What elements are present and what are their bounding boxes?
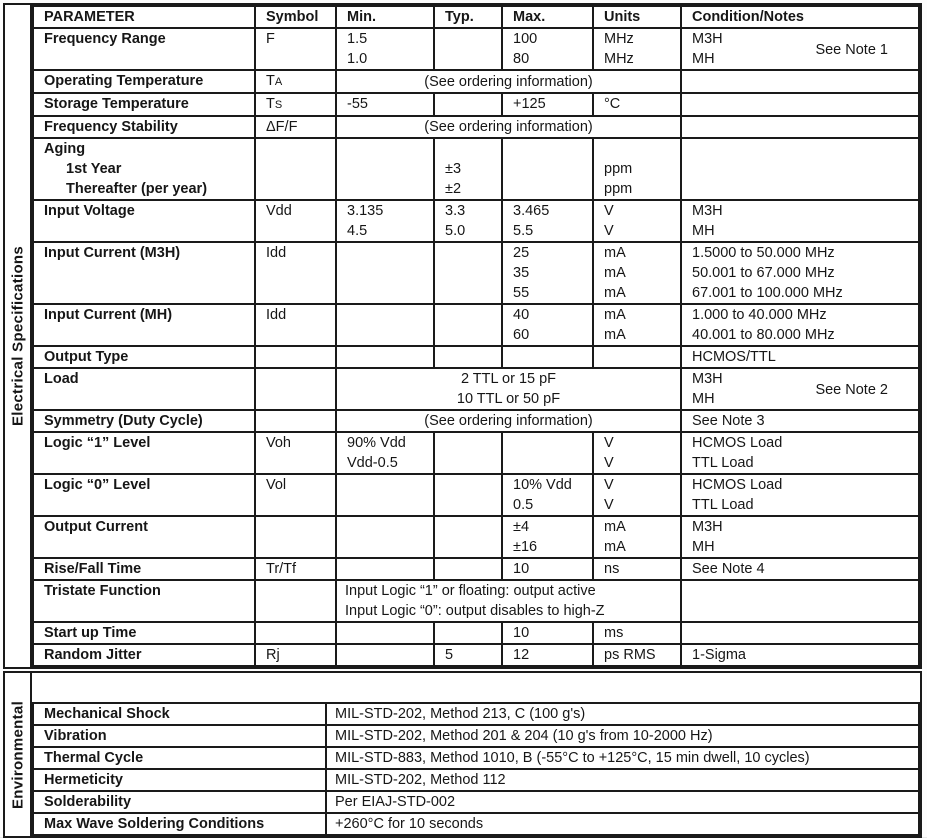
header-row xyxy=(33,6,919,28)
condition-cell xyxy=(681,138,919,200)
param-mechanical-shock: Mechanical Shock xyxy=(33,703,326,725)
value-line: 40 xyxy=(513,307,530,323)
param-thermal-cycle: Thermal Cycle xyxy=(33,747,326,769)
environmental-spacer xyxy=(32,673,920,702)
param-max-wave-soldering: Max Wave Soldering Conditions xyxy=(33,813,326,835)
max-cell: 10 xyxy=(502,558,593,580)
typ-cell xyxy=(434,346,502,368)
units-cell xyxy=(593,138,681,200)
param-input-current-mh: Input Current (MH) xyxy=(33,304,255,346)
value-line: 50.001 to 67.000 MHz xyxy=(692,265,835,281)
row-input-voltage xyxy=(33,200,919,242)
value-line: mA xyxy=(604,245,626,261)
merged-see-ordering: (See ordering information) xyxy=(336,116,681,138)
units-cell xyxy=(593,200,681,242)
units-cell xyxy=(593,516,681,558)
environmental-section xyxy=(3,671,922,838)
symbol-cell: Idd xyxy=(255,304,336,346)
value-hermeticity: MIL-STD-202, Method 112 xyxy=(326,769,919,791)
value-line: ±4 xyxy=(513,519,530,535)
value-line: HCMOS Load xyxy=(692,435,783,451)
max-cell: 12 xyxy=(502,644,593,666)
row-output-current xyxy=(33,516,919,558)
value-line: M3H xyxy=(692,203,723,219)
min-cell xyxy=(336,346,434,368)
value-line: 4.5 xyxy=(347,223,368,239)
param-input-current-m3h: Input Current (M3H) xyxy=(33,242,255,304)
max-cell xyxy=(502,304,593,346)
symbol-cell: Tr/Tf xyxy=(255,558,336,580)
symbol-subscript: A xyxy=(274,76,283,88)
value-line: Aging xyxy=(44,141,86,157)
value-line: 3.3 xyxy=(445,203,466,219)
row-aging xyxy=(33,138,919,200)
value-line: MH xyxy=(692,391,715,407)
value-line: mA xyxy=(604,265,626,281)
param-vibration: Vibration xyxy=(33,725,326,747)
value-line: mA xyxy=(604,285,626,301)
symbol-cell: Vol xyxy=(255,474,336,516)
param-hermeticity: Hermeticity xyxy=(33,769,326,791)
environmental-section-strip xyxy=(5,673,32,836)
condition-cell: See Note 4 xyxy=(681,558,919,580)
value-line: V xyxy=(604,203,614,219)
value-line: MH xyxy=(692,51,715,67)
value-line: mA xyxy=(604,539,626,555)
condition-cell: See Note 3 xyxy=(681,410,919,432)
condition-cell xyxy=(681,70,919,93)
value-line: 1.5000 to 50.000 MHz xyxy=(692,245,835,261)
value-line: 10% Vdd xyxy=(513,477,572,493)
max-cell xyxy=(502,242,593,304)
value-line: 55 xyxy=(513,285,530,301)
min-cell xyxy=(336,304,434,346)
row-solderability xyxy=(33,791,919,813)
value-line: TTL Load xyxy=(692,455,754,471)
value-line: M3H xyxy=(692,519,723,535)
condition-cell xyxy=(681,28,919,70)
condition-cell xyxy=(681,242,919,304)
units-cell xyxy=(593,242,681,304)
units-cell xyxy=(593,346,681,368)
units-cell xyxy=(593,304,681,346)
value-thermal-cycle: MIL-STD-883, Method 1010, B (-55°C to +125°C, 15 min dwell, 10 cycles) xyxy=(326,747,919,769)
param-logic-1-level: Logic “1” Level xyxy=(33,432,255,474)
row-storage-temperature xyxy=(33,93,919,116)
param-startup-time: Start up Time xyxy=(33,622,255,644)
typ-cell xyxy=(434,200,502,242)
max-cell xyxy=(502,432,593,474)
row-mechanical-shock xyxy=(33,703,919,725)
param-symmetry: Symmetry (Duty Cycle) xyxy=(33,410,255,432)
symbol-cell: Idd xyxy=(255,242,336,304)
value-line: M3H xyxy=(692,371,723,387)
col-header-units: Units xyxy=(593,6,681,28)
environmental-table xyxy=(32,702,920,836)
typ-cell xyxy=(434,622,502,644)
value-line: mA xyxy=(604,519,626,535)
electrical-section-label: Electrical Specifications xyxy=(9,245,26,427)
param-load: Load xyxy=(33,368,255,410)
value-line: V xyxy=(604,455,614,471)
value-line: Thereafter (per year) xyxy=(66,181,208,197)
param-tristate-function: Tristate Function xyxy=(33,580,255,622)
condition-cell xyxy=(681,93,919,116)
units-cell xyxy=(593,432,681,474)
symbol-cell: Vdd xyxy=(255,200,336,242)
condition-cell xyxy=(681,432,919,474)
max-cell xyxy=(502,346,593,368)
param-random-jitter: Random Jitter xyxy=(33,644,255,666)
param-aging xyxy=(33,138,255,200)
symbol-cell xyxy=(255,580,336,622)
value-line: V xyxy=(604,477,614,493)
units-cell xyxy=(593,28,681,70)
typ-cell xyxy=(434,242,502,304)
value-line: 40.001 to 80.000 MHz xyxy=(692,327,835,343)
value-line: 80 xyxy=(513,51,530,67)
note-reference: See Note 1 xyxy=(815,42,888,58)
row-logic-0-level xyxy=(33,474,919,516)
col-header-symbol: Symbol xyxy=(255,6,336,28)
col-header-typ: Typ. xyxy=(434,6,502,28)
col-header-max: Max. xyxy=(502,6,593,28)
typ-cell xyxy=(434,304,502,346)
symbol-cell: Rj xyxy=(255,644,336,666)
condition-cell: 1-Sigma xyxy=(681,644,919,666)
row-input-current-mh xyxy=(33,304,919,346)
row-tristate-function xyxy=(33,580,919,622)
row-hermeticity xyxy=(33,769,919,791)
row-frequency-range xyxy=(33,28,919,70)
min-cell xyxy=(336,200,434,242)
units-cell: °C xyxy=(593,93,681,116)
condition-cell xyxy=(681,304,919,346)
electrical-section-strip xyxy=(5,5,32,667)
max-cell: +125 xyxy=(502,93,593,116)
value-line: mA xyxy=(604,307,626,323)
value-line: 1.000 to 40.000 MHz xyxy=(692,307,827,323)
value-line: 3.135 xyxy=(347,203,384,219)
typ-cell xyxy=(434,516,502,558)
min-cell: -55 xyxy=(336,93,434,116)
value-line: Input Logic “0”: output disables to high-Z xyxy=(345,603,605,619)
max-cell xyxy=(502,516,593,558)
max-cell xyxy=(502,200,593,242)
units-cell: ps RMS xyxy=(593,644,681,666)
max-cell xyxy=(502,138,593,200)
typ-cell xyxy=(434,432,502,474)
value-solderability: Per EIAJ-STD-002 xyxy=(326,791,919,813)
typ-cell xyxy=(434,93,502,116)
value-line: ±2 xyxy=(445,181,462,197)
param-operating-temperature: Operating Temperature xyxy=(33,70,255,93)
value-line: 0.5 xyxy=(513,497,534,513)
param-rise-fall-time: Rise/Fall Time xyxy=(33,558,255,580)
typ-cell xyxy=(434,28,502,70)
typ-cell: 5 xyxy=(434,644,502,666)
symbol-cell xyxy=(255,346,336,368)
symbol-main: T xyxy=(266,73,275,89)
value-line: TTL Load xyxy=(692,497,754,513)
param-storage-temperature: Storage Temperature xyxy=(33,93,255,116)
units-cell xyxy=(593,474,681,516)
max-cell: 10 xyxy=(502,622,593,644)
row-thermal-cycle xyxy=(33,747,919,769)
value-line: 1.0 xyxy=(347,51,368,67)
symbol-cell xyxy=(255,410,336,432)
electrical-spec-table xyxy=(32,5,920,667)
min-cell xyxy=(336,516,434,558)
value-line: Vdd-0.5 xyxy=(347,455,398,471)
merged-see-ordering: (See ordering information) xyxy=(336,70,681,93)
value-line: 3.465 xyxy=(513,203,550,219)
units-cell: ms xyxy=(593,622,681,644)
value-line: ppm xyxy=(604,181,633,197)
row-logic-1-level xyxy=(33,432,919,474)
value-line: MH xyxy=(692,223,715,239)
electrical-specifications-section xyxy=(3,3,922,669)
value-line: 35 xyxy=(513,265,530,281)
value-line: 90% Vdd xyxy=(347,435,406,451)
value-mechanical-shock: MIL-STD-202, Method 213, C (100 g's) xyxy=(326,703,919,725)
condition-cell xyxy=(681,516,919,558)
value-line: 2 TTL or 15 pF xyxy=(460,371,557,387)
typ-cell xyxy=(434,138,502,200)
min-cell xyxy=(336,644,434,666)
param-frequency-stability: Frequency Stability xyxy=(33,116,255,138)
param-input-voltage: Input Voltage xyxy=(33,200,255,242)
col-header-condition: Condition/Notes xyxy=(681,6,919,28)
min-cell xyxy=(336,474,434,516)
value-line: mA xyxy=(604,327,626,343)
value-line: 100 xyxy=(513,31,538,47)
merged-see-ordering: (See ordering information) xyxy=(336,410,681,432)
merged-load-values xyxy=(336,368,681,410)
condition-cell xyxy=(681,474,919,516)
row-random-jitter xyxy=(33,644,919,666)
value-line: V xyxy=(604,435,614,451)
environmental-section-label: Environmental xyxy=(9,700,26,809)
row-operating-temperature xyxy=(33,70,919,93)
note-reference: See Note 2 xyxy=(815,382,888,398)
min-cell xyxy=(336,558,434,580)
param-output-current: Output Current xyxy=(33,516,255,558)
symbol-cell xyxy=(255,516,336,558)
value-line: 1st Year xyxy=(66,161,122,177)
value-line: 1.5 xyxy=(347,31,368,47)
condition-cell xyxy=(681,368,919,410)
param-frequency-range: Frequency Range xyxy=(33,28,255,70)
typ-cell xyxy=(434,474,502,516)
value-line: 5.0 xyxy=(445,223,466,239)
param-output-type: Output Type xyxy=(33,346,255,368)
min-cell xyxy=(336,242,434,304)
value-line: 60 xyxy=(513,327,530,343)
condition-cell xyxy=(681,622,919,644)
row-symmetry xyxy=(33,410,919,432)
row-startup-time xyxy=(33,622,919,644)
value-line: Input Logic “1” or floating: output active xyxy=(345,583,596,599)
value-line: 10 TTL or 50 pF xyxy=(456,391,561,407)
col-header-min: Min. xyxy=(336,6,434,28)
param-solderability: Solderability xyxy=(33,791,326,813)
symbol-cell: F xyxy=(255,28,336,70)
spacer-line xyxy=(604,139,676,159)
symbol-cell: Voh xyxy=(255,432,336,474)
symbol-cell xyxy=(255,622,336,644)
min-cell xyxy=(336,432,434,474)
value-line: V xyxy=(604,223,614,239)
col-header-parameter: PARAMETER xyxy=(33,6,255,28)
value-line: 5.5 xyxy=(513,223,534,239)
value-line: MH xyxy=(692,539,715,555)
value-line: 67.001 to 100.000 MHz xyxy=(692,285,843,301)
symbol-cell xyxy=(255,93,336,116)
value-vibration: MIL-STD-202, Method 201 & 204 (10 g's from 10-2000 Hz) xyxy=(326,725,919,747)
value-line: ±3 xyxy=(445,161,462,177)
merged-tristate-description xyxy=(336,580,681,622)
min-cell xyxy=(336,138,434,200)
symbol-subscript: S xyxy=(274,99,283,111)
min-cell xyxy=(336,28,434,70)
min-cell xyxy=(336,622,434,644)
condition-cell xyxy=(681,580,919,622)
symbol-cell xyxy=(255,138,336,200)
symbol-cell xyxy=(255,368,336,410)
condition-cell xyxy=(681,200,919,242)
row-frequency-stability xyxy=(33,116,919,138)
max-cell xyxy=(502,474,593,516)
value-line: V xyxy=(604,497,614,513)
typ-cell xyxy=(434,558,502,580)
condition-cell xyxy=(681,116,919,138)
row-max-wave-soldering xyxy=(33,813,919,835)
symbol-main: T xyxy=(266,96,275,112)
condition-cell: HCMOS/TTL xyxy=(681,346,919,368)
value-line: HCMOS Load xyxy=(692,477,783,493)
value-line: ppm xyxy=(604,161,633,177)
row-input-current-m3h xyxy=(33,242,919,304)
param-logic-0-level: Logic “0” Level xyxy=(33,474,255,516)
value-max-wave-soldering: +260°C for 10 seconds xyxy=(326,813,919,835)
value-line: 25 xyxy=(513,245,530,261)
symbol-cell xyxy=(255,70,336,93)
value-line: M3H xyxy=(692,31,723,47)
row-vibration xyxy=(33,725,919,747)
spacer-line xyxy=(445,139,497,159)
units-cell: ns xyxy=(593,558,681,580)
value-line: MHz xyxy=(604,31,634,47)
max-cell xyxy=(502,28,593,70)
value-line: ±16 xyxy=(513,539,538,555)
value-line: MHz xyxy=(604,51,634,67)
row-load xyxy=(33,368,919,410)
row-rise-fall-time xyxy=(33,558,919,580)
row-output-type xyxy=(33,346,919,368)
symbol-cell: ΔF/F xyxy=(255,116,336,138)
